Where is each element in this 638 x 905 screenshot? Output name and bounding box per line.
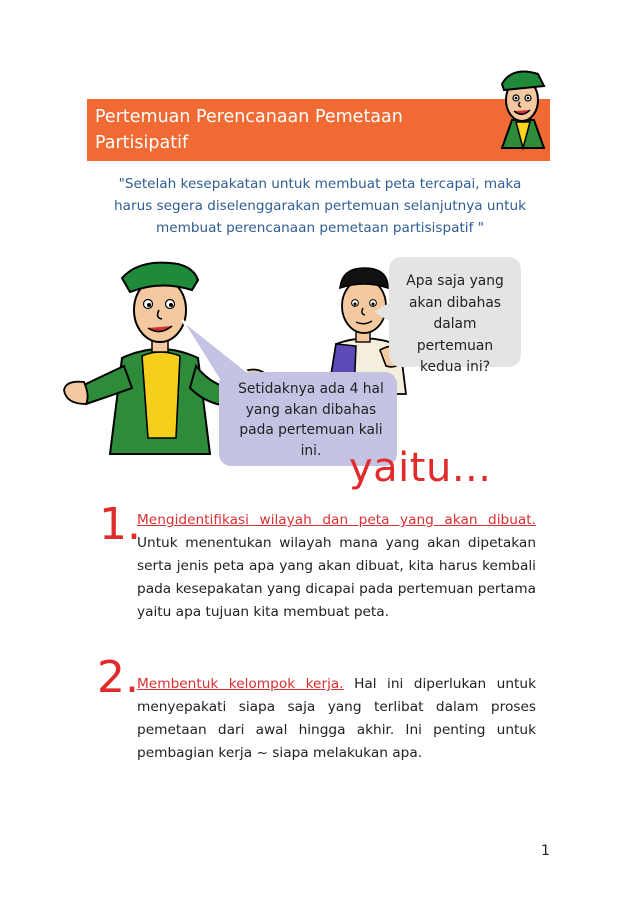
list-item [137,673,536,765]
header-character-illustration [490,62,554,152]
left-speech-bubble-text: Setidaknya ada 4 hal yang akan dibahas pada pertemuan kali ini. [238,381,384,459]
item-heading: Mengidentifikasi wilayah dan peta yang akan dibuat. [137,512,536,528]
item-number: 1. [99,499,141,550]
item-number: 2. [97,652,139,703]
intro-quote: "Setelah kesepakatan untuk membuat peta tercapai, maka harus segera diselenggarakan pertemuan selanjutnya untuk membuat perencanaan pemetaan partisispatif " [114,176,526,236]
list-item [137,509,536,624]
item-body: Untuk menentukan wilayah mana yang akan dipetakan serta jenis peta apa yang akan dibuat, kita harus kembali pada kesepakatan yang dicapai pada pertemuan pertama yaitu apa tujuan kita membuat peta. [137,535,536,620]
item-heading: Membentuk kelompok kerja. [137,676,344,692]
page-title: Pertemuan Perencanaan Pemetaan Partisipatif [95,107,403,153]
yaitu-heading: yaitu... [349,445,492,491]
page-number: 1 [541,843,550,859]
item-body: Hal ini diperlukan untuk menyepakati siapa saja yang terlibat dalam proses pemetaan dari awal hingga akhir. Ini penting untuk pembagian kerja ~ siapa melakukan apa. [137,676,537,761]
right-speech-bubble-text: Apa saja yang akan dibahas dalam pertemuan kedua ini? [406,273,504,375]
